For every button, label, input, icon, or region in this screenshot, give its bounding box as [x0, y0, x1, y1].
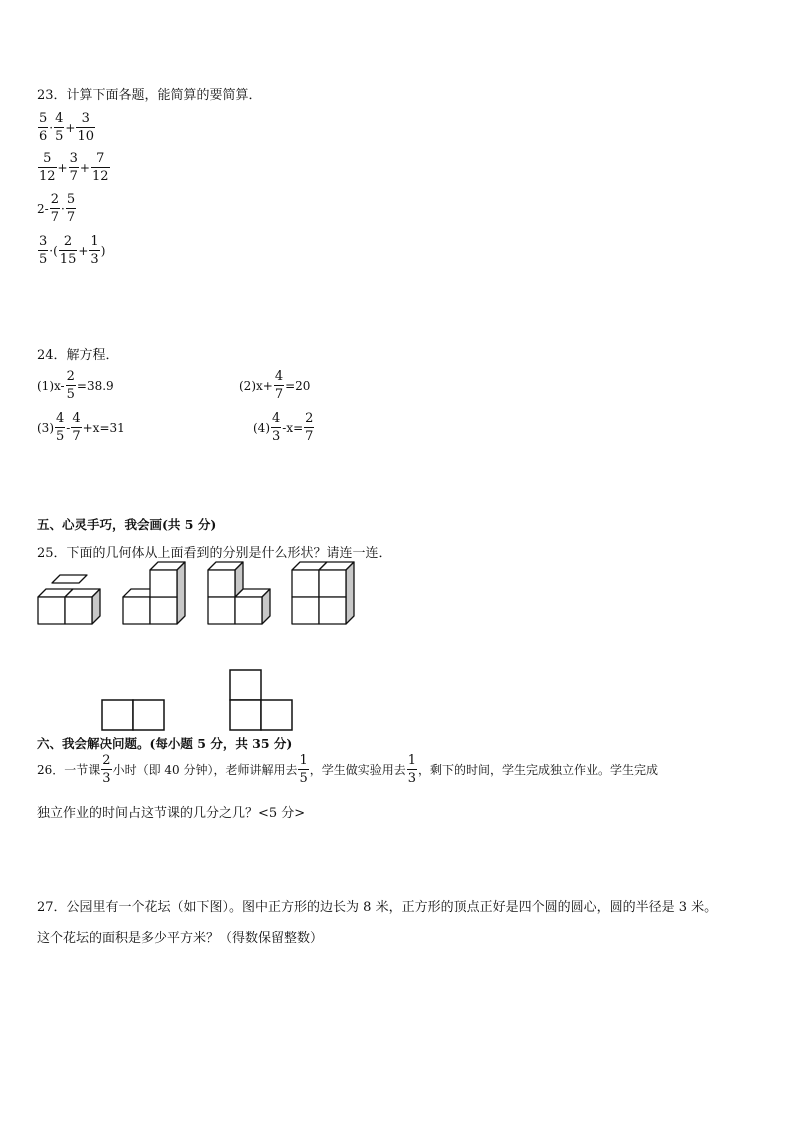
fraction: $\frac{3}{5}$: [39, 234, 48, 267]
q24-equation-2: (2)x+ $\frac{4}{7}$ =20: [239, 369, 311, 402]
paren: (: [53, 243, 58, 258]
q23-expression-3: [37, 193, 77, 224]
q25-title: 25．下面的几何体从上面看到的分别是什么形状？请连一连．: [37, 546, 392, 561]
expression-prefix: 2-: [37, 201, 49, 216]
fraction: $\frac{1}{5}$: [299, 753, 308, 786]
section-6-heading: 六、我会解决问题。(每小题 5 分，共 35 分): [37, 736, 293, 751]
cube-figure-4: [292, 562, 354, 624]
fraction: $\frac{2}{7}$: [50, 192, 59, 225]
fraction: $\frac{2}{5}$: [66, 369, 75, 402]
q24-equation-4: (4) $\frac{4}{3}$ -x= $\frac{2}{7}$: [253, 411, 314, 444]
fraction: $\frac{7}{12}$: [91, 151, 109, 184]
cube-figure-3: [208, 562, 270, 624]
fraction: $\frac{5}{6}$: [39, 111, 48, 144]
fraction: $\frac{1}{3}$: [90, 234, 99, 267]
q24-title: 24．解方程．: [37, 348, 119, 363]
q23-title: 23．计算下面各题，能简算的要简算．: [37, 88, 262, 103]
fraction: $\frac{5}{7}$: [66, 192, 76, 225]
q24-equation-1: (1)x- $\frac{2}{5}$ =38.9: [37, 369, 114, 402]
q26-line-2: 独立作业的时间占这节课的几分之几？<5 分>: [37, 806, 306, 821]
fraction: $\frac{3}{10}$: [77, 111, 94, 144]
top-view-two-squares: [102, 700, 164, 730]
q24-equation-3: (3) $\frac{4}{5}$ - $\frac{4}{7}$ +x=31: [37, 411, 125, 444]
q23-expression-2: [37, 152, 111, 183]
operator: +: [79, 160, 90, 175]
fraction: $\frac{2}{3}$: [102, 753, 111, 786]
fraction: $\frac{4}{3}$: [272, 411, 281, 444]
operator: +: [65, 120, 76, 135]
fraction: $\frac{3}{7}$: [69, 151, 78, 184]
fraction: $\frac{1}{3}$: [407, 753, 417, 786]
fraction: $\frac{2}{15}$: [59, 234, 77, 267]
operator: +: [78, 243, 89, 258]
top-view-l-shape: [230, 670, 292, 730]
fraction: $\frac{5}{12}$: [39, 151, 56, 184]
operator: ·: [49, 120, 54, 135]
cube-figures: [30, 558, 360, 630]
q27-line-2: 这个花坛的面积是多少平方米？（得数保留整数）: [37, 931, 324, 946]
q23-expression-4: [37, 235, 105, 266]
fraction: $\frac{4}{7}$: [274, 369, 284, 402]
top-view-shapes: [100, 669, 295, 733]
section-5-heading: 五、心灵手巧，我会画(共 5 分): [37, 517, 217, 532]
cube-figure-2: [123, 562, 185, 624]
q23-expression-1: [37, 112, 96, 143]
q26-line-1: 26．一节课 $\frac{2}{3}$ 小时（即 40 分钟），老师讲解用去 $\frac{1}{5}$ ，学生做实验用去 $\frac{1}{3}$ ，剩下的时间，学生完成独立作业。学生完成: [37, 753, 659, 786]
operator: ·: [60, 201, 65, 216]
fraction: $\frac{4}{5}$: [56, 411, 65, 444]
paren: ): [100, 243, 106, 258]
fraction: $\frac{4}{5}$: [55, 111, 64, 144]
operator: +: [57, 160, 68, 175]
fraction: $\frac{4}{7}$: [72, 411, 81, 444]
cube-figure-1: [38, 575, 100, 624]
fraction: $\frac{2}{7}$: [305, 411, 314, 444]
operator: ·: [49, 243, 54, 258]
q27-line-1: 27．公园里有一个花坛（如下图）。图中正方形的边长为 8 米，正方形的顶点正好是四个圆的圆心，圆的半径是 3 米。: [37, 900, 718, 915]
